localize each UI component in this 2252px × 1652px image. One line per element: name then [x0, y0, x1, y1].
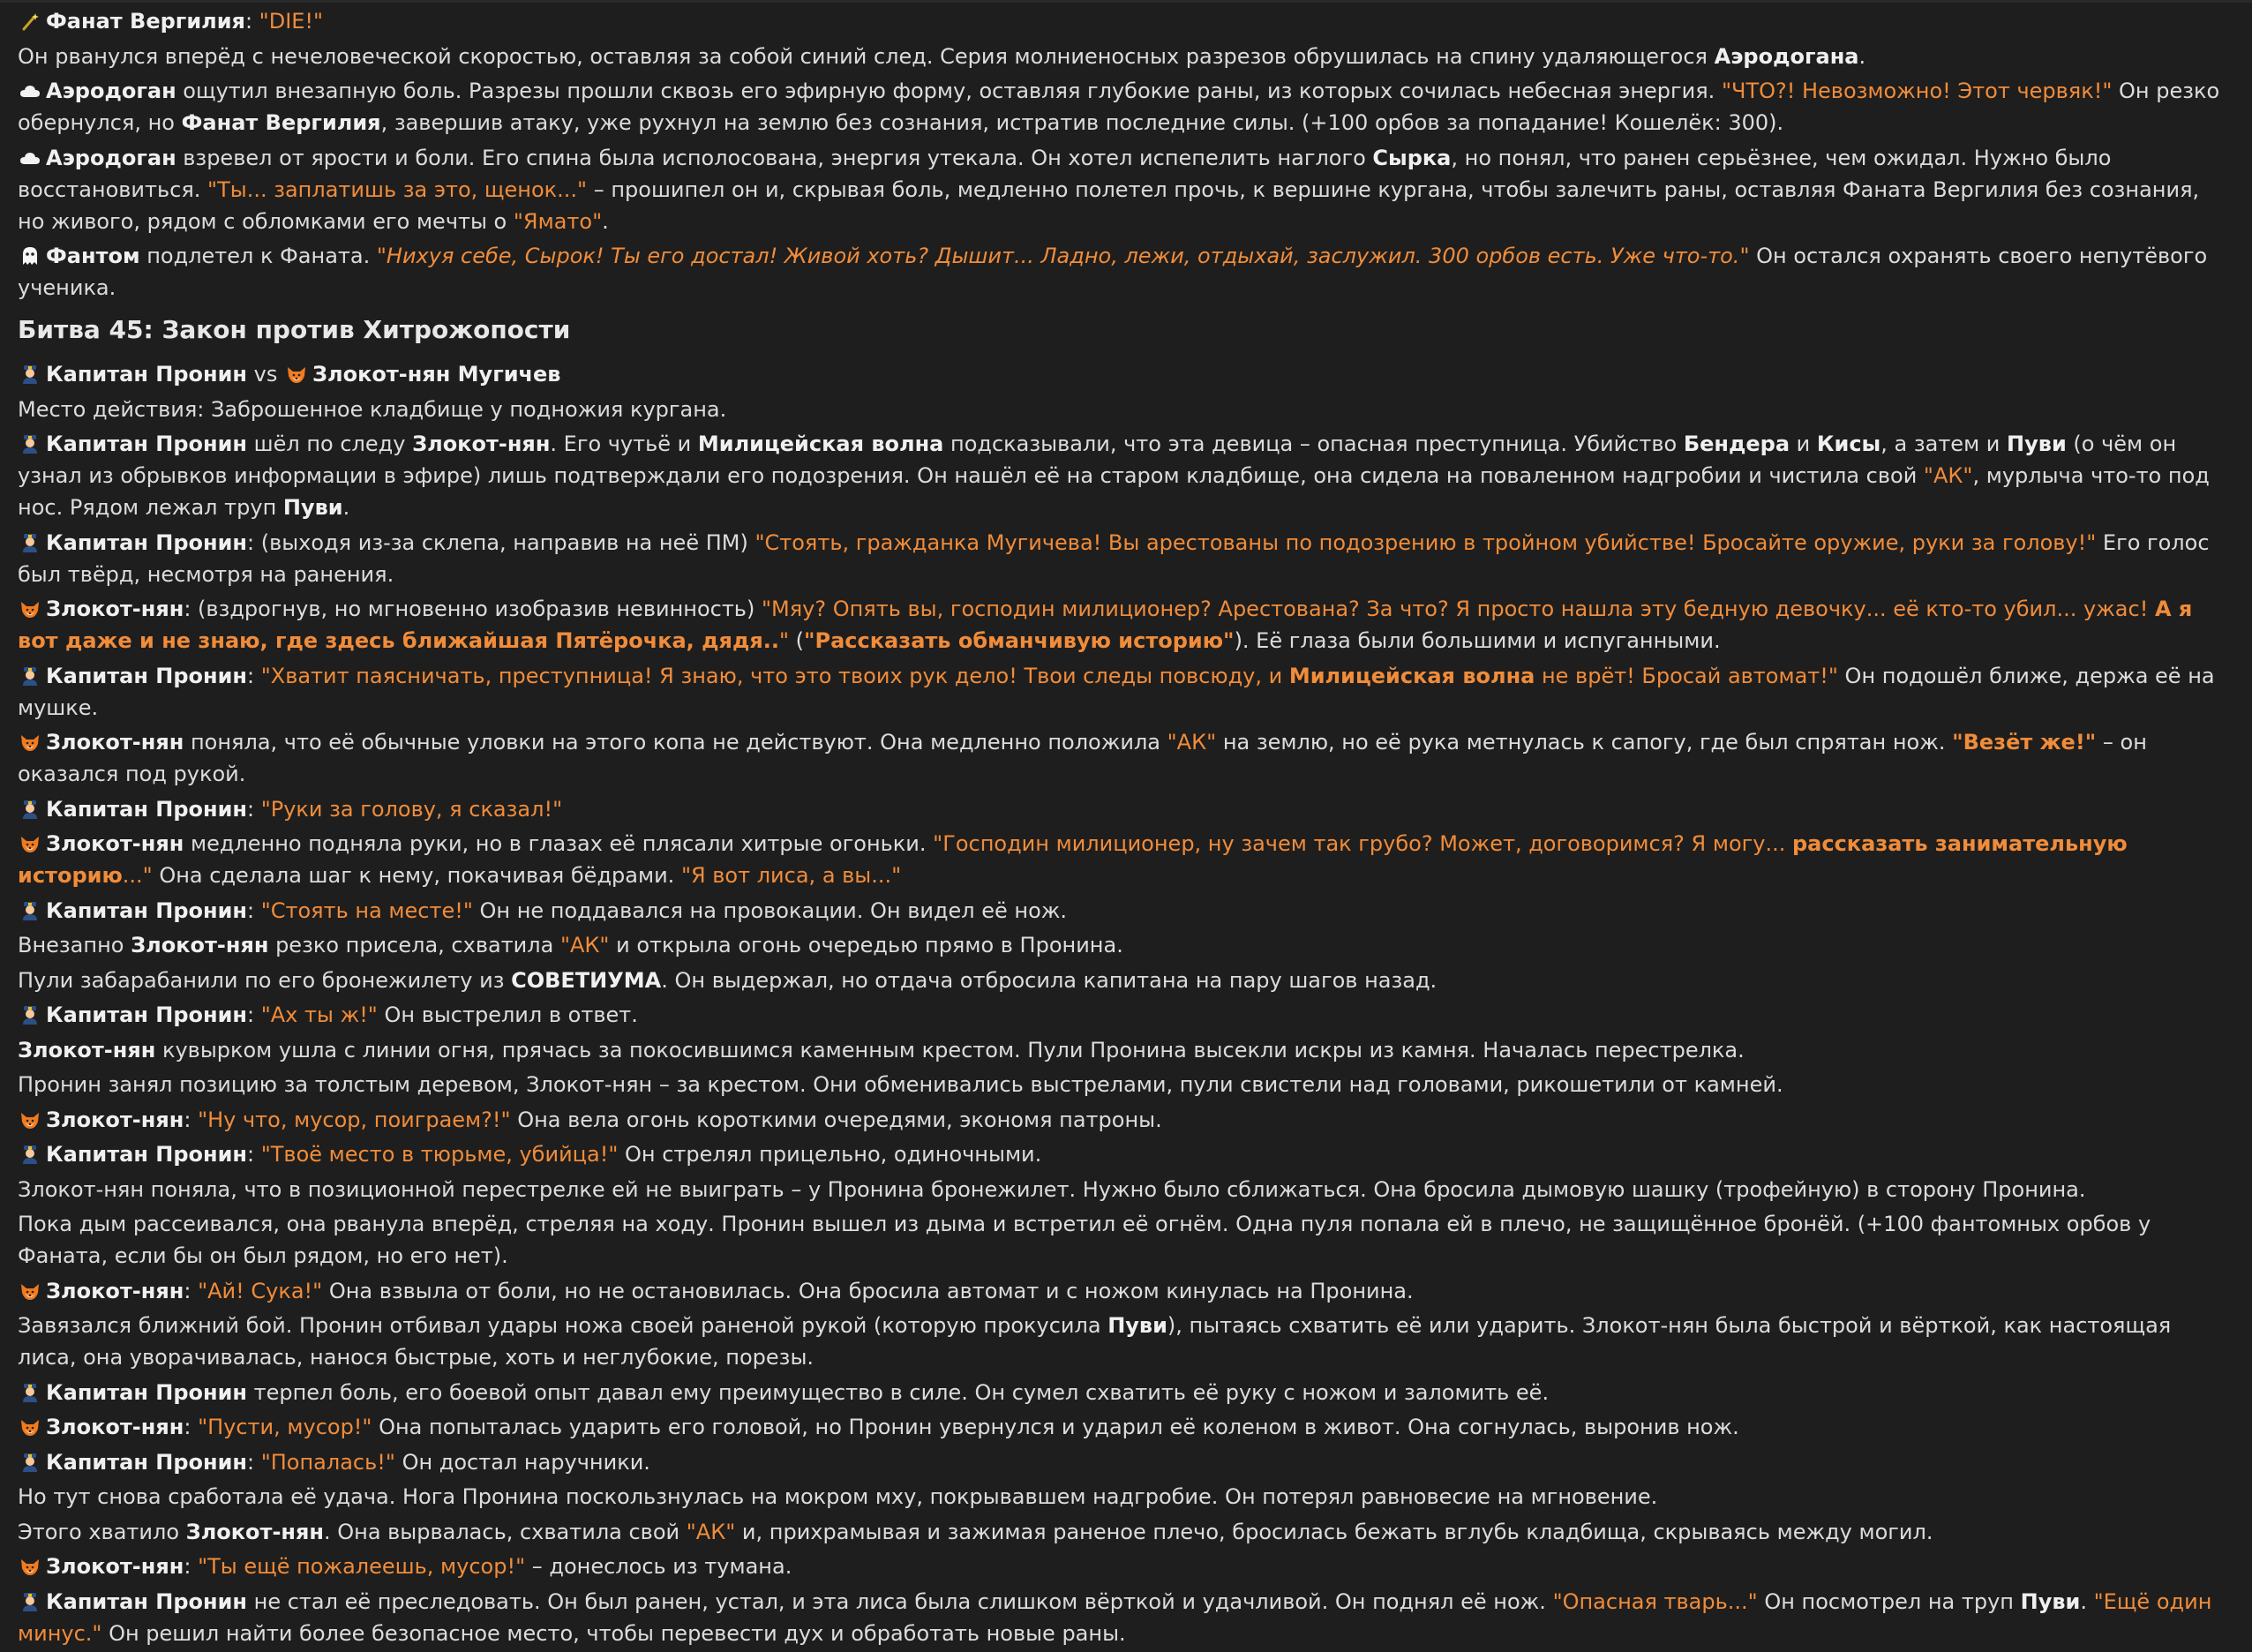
character-name: Капитан Пронин	[46, 1379, 247, 1405]
police-officer-icon	[18, 527, 42, 559]
character-name: Злокот-нян	[46, 1415, 184, 1439]
quote-text: "Твоё место в тюрьме, убийца!"	[260, 1142, 619, 1167]
narration-text: Но тут снова сработала её удача. Нога Пронина поскользнулась на мокром мху, покрывавшем надгробие. Он потерял равновесие на мгновение.	[18, 1484, 1658, 1509]
character-name: Капитан Пронин	[46, 897, 247, 923]
narration-text: Он посмотрел на труп	[1757, 1588, 2021, 1614]
character-name: Капитан Пронин	[46, 1449, 247, 1475]
narration-text: : (вздрогнув, но мгновенно изобразив невинность)	[184, 597, 762, 621]
character-name: СОВЕТИУМА	[511, 967, 662, 993]
narration-text: :	[247, 796, 261, 822]
narration-text: Он достал наручники.	[394, 1449, 650, 1475]
narration-text: Он выстрелил в ответ.	[377, 1002, 638, 1027]
message-line	[18, 1275, 2224, 1307]
character-name: Пуви	[1107, 1313, 1167, 1338]
message-line	[18, 660, 2224, 724]
message-line	[18, 726, 2224, 790]
character-name: Аэродоган	[46, 79, 176, 103]
narration-text: :	[244, 9, 259, 34]
narration-text: , мурлыча что-то под нос. Рядом лежал труп	[18, 463, 2210, 520]
quote-text: "Стоять на месте!"	[260, 897, 473, 923]
quote-text: "Ах ты ж!"	[260, 1002, 378, 1027]
character-name: Злокот-нян	[46, 730, 184, 755]
narration-text: Она попыталась ударить его головой, но Пронин увернулся и ударил её коленом в живот. Она согнулась, выронив нож.	[372, 1415, 1739, 1439]
narration-text: , завершив атаку, уже рухнул на землю без сознания, истратив последние силы. (+100 орбов за попадание! Кошелёк: 300).	[380, 110, 1784, 135]
narration-text: Она взвыла от боли, но не остановилась. Она бросила автомат и с ножом кинулась на Пронина.	[322, 1278, 1414, 1303]
narration-text: :	[247, 1002, 261, 1027]
character-name: Капитан Пронин	[46, 663, 247, 688]
narration-text: и, прихрамывая и зажимая раненое плечо, бросилась бежать вглубь кладбища, скрываясь между могил.	[735, 1519, 1933, 1544]
character-name: Злокот-нян	[46, 1554, 184, 1579]
quote-text: "Руки за голову, я сказал!"	[260, 796, 563, 822]
fox-icon	[18, 726, 42, 758]
quote-text: "Нихуя себе, Сырок! Ты его достал! Живой хоть? Дышит... Ладно, лежи, отдыхай, заслужил. 300 орбов есть. Уже что-то."	[376, 244, 1750, 268]
character-name: Злокот-нян	[131, 933, 269, 957]
narration-text: и открыла огонь очередью прямо в Пронина.	[609, 933, 1123, 957]
narration-text: (	[789, 628, 805, 653]
message-line	[18, 1174, 2224, 1205]
narration-text: – донеслось из тумана.	[525, 1554, 792, 1579]
police-officer-icon	[18, 1138, 42, 1170]
wand-icon	[18, 5, 42, 37]
narration-text: подсказывали, что эта девица – опасная преступница. Убийство	[943, 432, 1684, 456]
character-name: Злокот-нян	[46, 1278, 184, 1303]
police-officer-icon	[18, 1586, 42, 1618]
quote-text: "Пусти, мусор!"	[198, 1415, 372, 1439]
message-line	[18, 1551, 2224, 1582]
quote-text: "АК"	[1923, 463, 1973, 488]
character-name: Бендера	[1683, 432, 1790, 456]
narration-text: :	[184, 1107, 199, 1132]
narration-text: Его голос был твёрд, несмотря на ранения.	[18, 529, 2210, 587]
quote-text: "Хватит паясничать, преступница! Я знаю, что это твоих рук дело! Твои следы повсюду, и	[260, 663, 1289, 688]
narration-text: – он оказался под рукой.	[18, 730, 2147, 786]
narration-text: , а затем и	[1880, 432, 2008, 456]
narration-text: Место действия: Заброшенное кладбище у подножия кургана.	[18, 396, 727, 422]
message-line	[18, 1377, 2224, 1408]
quote-text: "Ещё один минус."	[18, 1588, 2212, 1646]
quote-text: ..."	[122, 863, 153, 888]
quote-text: "Господин милиционер, ну зачем так грубо? Может, договоримся? Я могу...	[933, 831, 1792, 856]
narration-text: Пока дым рассеивался, она рванула вперёд, стреляя на ходу. Пронин вышел из дыма и встретил её огнём. Одна пуля попала ей в плечо, не защищённое бронёй. (+100 фантомных орбов у Фаната, если бы он был рядом, но его нет).	[18, 1212, 2151, 1268]
character-name: Злокот-нян	[185, 1519, 324, 1544]
narration-text: : (выходя из-за склепа, направив на неё ПМ)	[247, 529, 755, 555]
quote-text: не врёт! Бросай автомат!"	[1535, 663, 1838, 688]
narration-text: .	[602, 208, 609, 234]
narration-text: шёл по следу	[247, 432, 413, 456]
quote-text: "Ты ещё пожалеешь, мусор!"	[198, 1554, 526, 1579]
police-officer-icon	[18, 1446, 42, 1478]
police-officer-icon	[18, 358, 42, 390]
narration-text: Он резко обернулся, но	[18, 79, 2220, 135]
message-line	[18, 5, 2224, 37]
police-officer-icon	[18, 999, 42, 1031]
message-line	[18, 1104, 2224, 1136]
narration-text: взревел от ярости и боли. Его спина была исполосована, энергия утекала. Он хотел испепелить наглого	[176, 145, 1373, 170]
character-name: Пуви	[2020, 1588, 2081, 1614]
quote-text: "DIE!"	[259, 9, 324, 34]
quote-text: А я вот даже и не знаю, где здесь ближайшая Пятёрочка, дядя..	[18, 597, 2193, 653]
narration-text: .	[2080, 1588, 2094, 1614]
narration-text: и	[1790, 432, 1817, 456]
quote-text: "Рассказать обманчивую историю"	[804, 628, 1235, 653]
narration-text: Она вела огонь короткими очередями, экономя патроны.	[510, 1107, 1162, 1132]
message-line	[18, 358, 2224, 390]
narration-text: на землю, но её рука метнулась к сапогу, где был спрятан нож.	[1216, 730, 1953, 755]
message-line	[18, 1034, 2224, 1066]
character-name: Капитан Пронин	[46, 1002, 247, 1027]
message-line	[18, 965, 2224, 996]
narration-text: Он стрелял прицельно, одиночными.	[618, 1142, 1042, 1167]
narration-text: . Его чутьё и	[550, 432, 698, 456]
narration-text: :	[184, 1415, 199, 1439]
character-name: Капитан Пронин	[46, 362, 247, 387]
message-line	[18, 895, 2224, 927]
message-line	[18, 1481, 2224, 1513]
narration-text: :	[184, 1554, 199, 1579]
message-line	[18, 1310, 2224, 1373]
ghost-icon	[18, 240, 42, 272]
narration-text: (о чём он узнал из обрывков информации в эфире) лишь подтверждали его подозрения. Он нашёл её на старом кладбище, она сидела на поваленном надгробии и чистила свой	[18, 432, 2177, 488]
message-line	[18, 428, 2224, 523]
quote-text: "ЧТО?! Невозможно! Этот червяк!"	[1721, 79, 2113, 103]
character-name: Капитан Пронин	[46, 1142, 247, 1167]
quote-text: "	[778, 628, 790, 653]
narration-text: :	[247, 1449, 261, 1475]
message-line	[18, 929, 2224, 961]
message-line	[18, 1446, 2224, 1478]
fox-icon	[18, 1411, 42, 1443]
narration-text: терпел боль, его боевой опыт давал ему преимущество в силе. Он сумел схватить её руку с ножом и заломить её.	[247, 1379, 1550, 1405]
character-name: Пуви	[282, 495, 343, 520]
quote-text: "Везёт же!"	[1952, 730, 2097, 755]
character-name: Фантом	[46, 244, 140, 268]
quote-text: "АК"	[686, 1519, 736, 1544]
cloud-icon	[18, 75, 42, 107]
police-officer-icon	[18, 660, 42, 692]
message-line	[18, 394, 2224, 425]
narration-text: Она сделала шаг к нему, покачивая бёдрами.	[152, 863, 681, 888]
message-line	[18, 41, 2224, 72]
quote-text: "Ай! Сука!"	[198, 1278, 323, 1303]
character-name: Злокот-нян	[412, 432, 551, 456]
narration-text: , но понял, что ранен серьёзнее, чем ожидал. Нужно было восстановиться.	[18, 145, 2112, 202]
quote-text: "Стоять, гражданка Мугичева! Вы арестованы по подозрению в тройном убийстве! Бросайте оружие, руки за голову!"	[754, 529, 2097, 555]
narration-text: кувырком ушла с линии огня, прячась за покосившимся каменным крестом. Пули Пронина высекли искры из камня. Началась перестрелка.	[155, 1037, 1745, 1063]
fox-icon	[284, 358, 309, 390]
narration-text: ). Её глаза были большими и испуганными.	[1234, 628, 1721, 653]
narration-text: Он рванулся вперёд с нечеловеческой скоростью, оставляя за собой синий след. Серия молниеносных разрезов обрушилась на спину удаляющегося	[18, 43, 1715, 69]
narration-text: ощутил внезапную боль. Разрезы прошли сквозь его эфирную форму, оставляя глубокие раны, из которых сочилась небесная энергия.	[176, 79, 1722, 103]
quote-text: "Ну что, мусор, поиграем?!"	[198, 1107, 511, 1132]
cloud-icon	[18, 142, 42, 174]
character-name: Злокот-нян	[46, 597, 184, 621]
fox-icon	[18, 1551, 42, 1582]
narration-text: Он не поддавался на провокации. Он видел её нож.	[472, 897, 1068, 923]
narration-text: – прошипел он и, скрывая боль, медленно полетел прочь, к вершине кургана, чтобы залечить раны, оставляя Фаната Вергилия без сознания, но живого, рядом с обломками его мечты о	[18, 176, 2200, 234]
narration-text: :	[247, 1142, 261, 1167]
character-name: Аэродоган	[46, 145, 176, 170]
character-name: Кисы	[1816, 432, 1881, 456]
narration-text: vs	[247, 362, 284, 387]
fox-icon	[18, 1275, 42, 1307]
narration-text: медленно подняла руки, но в глазах её плясали хитрые огоньки.	[184, 831, 934, 856]
fox-icon	[18, 1104, 42, 1136]
police-officer-icon	[18, 1377, 42, 1408]
message-line	[18, 1069, 2224, 1100]
narration-text: . Она вырвалась, схватила свой	[323, 1519, 687, 1544]
quote-text: "Ямато"	[513, 208, 603, 234]
character-name: Злокот-нян	[46, 831, 184, 856]
character-name: Пуви	[2007, 432, 2067, 456]
message-line	[18, 593, 2224, 657]
quote-text: "Попалась!"	[260, 1449, 395, 1475]
message-line	[18, 142, 2224, 237]
quote-text: "Ты... заплатишь за это, щенок..."	[207, 176, 588, 202]
character-name: Злокот-нян Мугичев	[312, 362, 561, 387]
narration-text: Злокот-нян поняла, что в позиционной перестрелке ей не выиграть – у Пронина бронежилет. Нужно было сближаться. Она бросила дымовую шашку (трофейную) в сторону Пронина.	[18, 1176, 2086, 1202]
narration-text: .	[342, 495, 350, 520]
quote-text: "Опасная тварь..."	[1552, 1588, 1758, 1614]
chat-document	[18, 5, 2224, 1652]
message-line	[18, 1138, 2224, 1170]
narration-text: Завязался ближний бой. Пронин отбивал удары ножа своей раненой рукой (которую прокусила	[18, 1313, 1108, 1338]
character-name: Злокот-нян	[46, 1107, 184, 1132]
narration-text: Внезапно	[18, 933, 131, 957]
narration-text: Пронин занял позицию за толстым деревом, Злокот-нян – за крестом. Они обменивались выстрелами, пули свистели над головами, рикошетили от камней.	[18, 1072, 1783, 1097]
police-officer-icon	[18, 793, 42, 825]
narration-text: :	[184, 1278, 199, 1303]
narration-text: Он решил найти более безопасное место, чтобы перевести дух и обработать новые раны.	[101, 1620, 1126, 1646]
narration-text: :	[247, 663, 261, 688]
police-officer-icon	[18, 895, 42, 927]
narration-text: . Он выдержал, но отдача отбросила капитана на пару шагов назад.	[661, 967, 1438, 993]
narration-text: резко присела, схватила	[268, 933, 560, 957]
quote-text: рассказать занимательную историю	[18, 831, 2128, 888]
narration-text: Он подошёл ближе, держа её на мушке.	[18, 663, 2215, 720]
character-name: Милицейская волна	[697, 432, 944, 456]
narration-text: поняла, что её обычные уловки на этого копа не действуют. Она медленно положила	[184, 730, 1167, 755]
character-name: Сырка	[1372, 145, 1452, 170]
message-line	[18, 75, 2224, 139]
narration-text: Этого хватило	[18, 1519, 186, 1544]
message-line	[18, 828, 2224, 891]
message-line	[18, 527, 2224, 590]
quote-text: Милицейская волна	[1288, 663, 1535, 688]
character-name: Капитан Пронин	[46, 1588, 247, 1614]
message-line	[18, 1411, 2224, 1443]
character-name: Аэродогана	[1714, 43, 1859, 69]
narration-text: не стал её преследовать. Он был ранен, устал, и эта лиса была слишком вёрткой и удачливой. Он поднял её нож.	[247, 1588, 1553, 1614]
character-name: Капитан Пронин	[46, 796, 247, 822]
character-name: Фанат Вергилия	[181, 110, 381, 135]
character-name: Капитан Пронин	[46, 432, 247, 456]
quote-text: "АК"	[1167, 730, 1217, 755]
fox-icon	[18, 828, 42, 860]
narration-text: подлетел к Фаната.	[139, 244, 377, 268]
narration-text: .	[1858, 43, 1866, 69]
message-line	[18, 1586, 2224, 1649]
narration-text: Пули забарабанили по его бронежилету из	[18, 967, 512, 993]
quote-text: "Я вот лиса, а вы..."	[680, 863, 902, 888]
battle-heading: Битва 45: Закон против Хитрожопости	[18, 315, 571, 344]
quote-text: "Мяу? Опять вы, господин милиционер? Арестована? За что? Я просто нашла эту бедную девочку... её кто-то убил... ужас!	[761, 597, 2155, 621]
character-name: Фанат Вергилия	[46, 9, 245, 34]
character-name: Капитан Пронин	[46, 529, 247, 555]
narration-text: :	[247, 897, 261, 923]
character-name: Злокот-нян	[18, 1037, 156, 1063]
narration-text: ), пытаясь схватить её или ударить. Злокот-нян была быстрой и вёрткой, как настоящая лиса, она уворачивалась, нанося быстрые, хоть и неглубокие, порезы.	[18, 1313, 2172, 1370]
message-line	[18, 1516, 2224, 1548]
fox-icon	[18, 593, 42, 625]
quote-text: "АК"	[559, 933, 610, 957]
narration-text: Он остался охранять своего непутёвого ученика.	[18, 244, 2208, 300]
police-officer-icon	[18, 428, 42, 460]
message-line	[18, 240, 2224, 304]
message-line	[18, 793, 2224, 825]
message-line	[18, 999, 2224, 1031]
message-line	[18, 1208, 2224, 1272]
top-divider	[0, 0, 2252, 3]
